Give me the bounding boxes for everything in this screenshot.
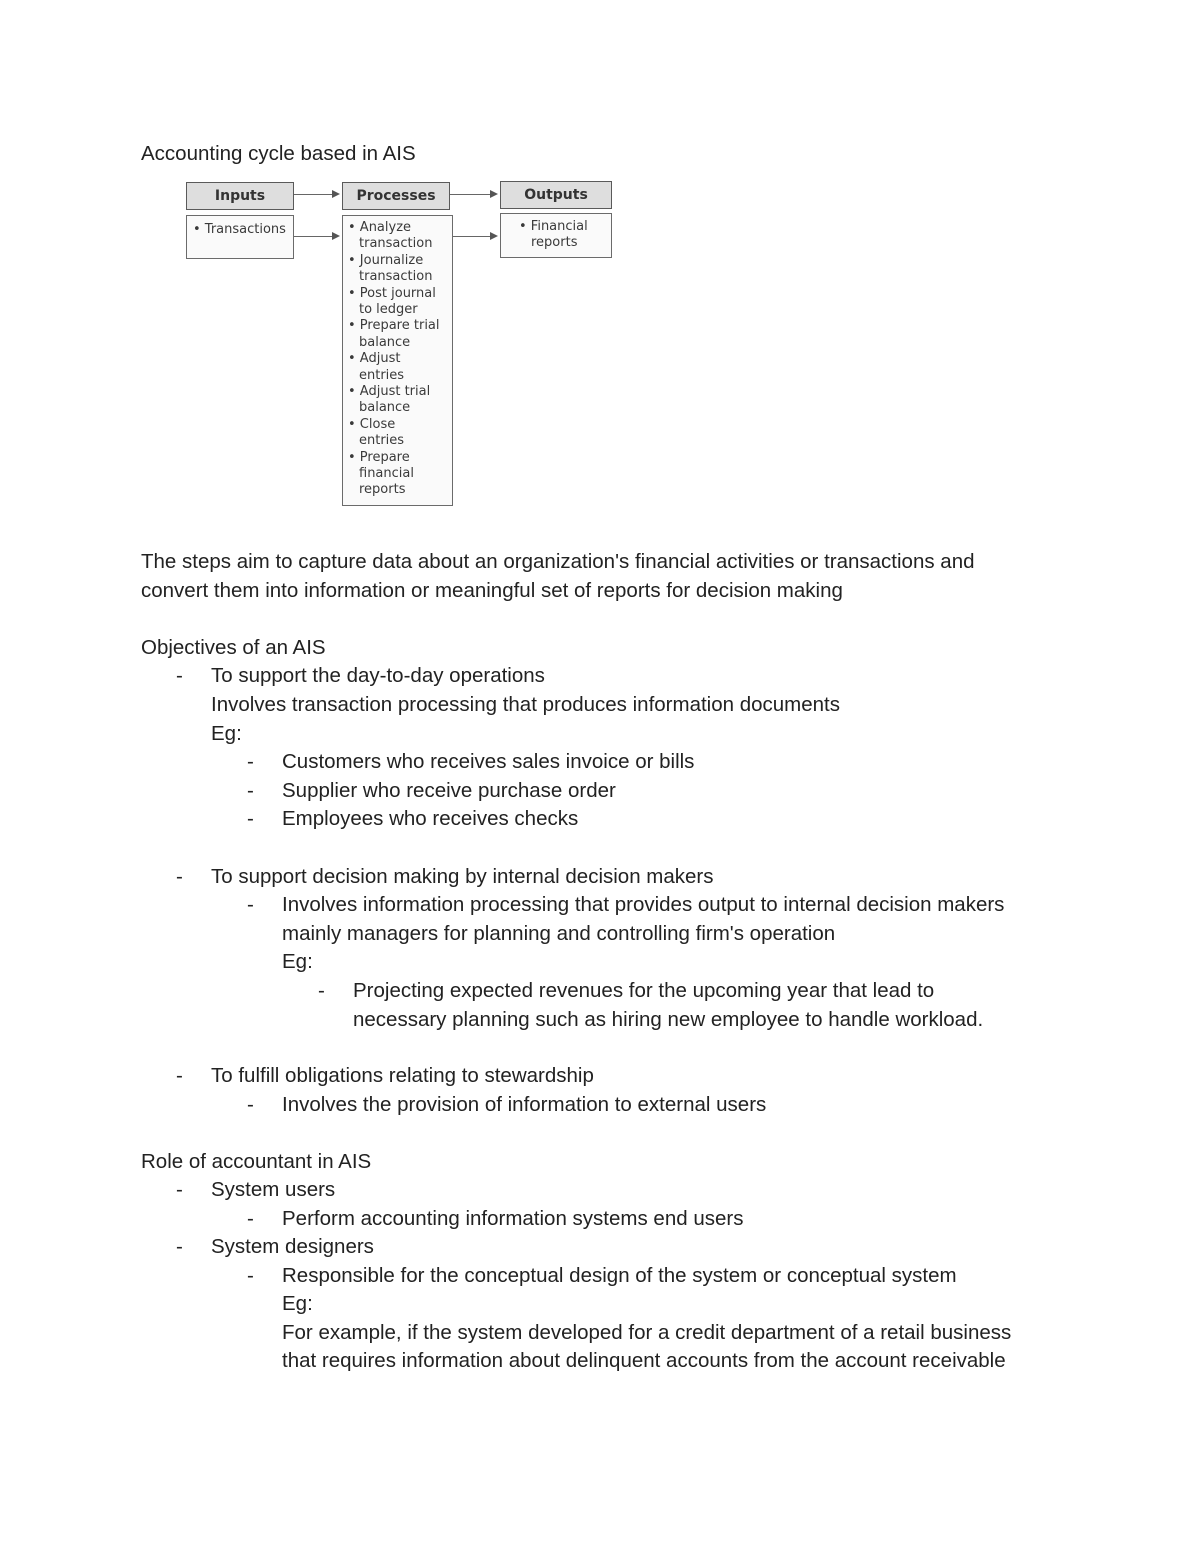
objective-desc: Involves transaction processing that produces information documents bbox=[211, 693, 841, 716]
processes-box bbox=[342, 215, 453, 506]
process-line: balance bbox=[359, 334, 411, 350]
arrow-right-icon bbox=[294, 236, 338, 237]
objective-title: To support the day-to-day operations bbox=[211, 664, 545, 687]
list-bullet: - bbox=[176, 865, 183, 888]
eg-label: Eg: bbox=[282, 1292, 313, 1315]
process-line: • Prepare trial bbox=[348, 318, 440, 334]
inputs-item: • Transactions bbox=[193, 222, 286, 237]
list-bullet: - bbox=[176, 1235, 183, 1258]
process-line: • Post journal bbox=[348, 285, 436, 301]
process-line: • Adjust trial bbox=[348, 384, 431, 399]
process-line: to ledger bbox=[359, 302, 418, 317]
list-bullet: - bbox=[247, 1207, 254, 1230]
example-item: Employees who receives checks bbox=[282, 807, 579, 830]
inputs-header: Inputs bbox=[186, 182, 294, 210]
process-line: • Close bbox=[348, 416, 396, 432]
paragraph-line: convert them into information or meaningful set of reports for decision making bbox=[141, 579, 843, 602]
inputs-box bbox=[186, 215, 294, 259]
arrow-right-icon bbox=[450, 194, 496, 195]
role-desc: Perform accounting information systems end users bbox=[282, 1207, 744, 1230]
role-desc: Responsible for the conceptual design of the system or conceptual system bbox=[282, 1264, 957, 1287]
process-line: balance bbox=[359, 400, 411, 416]
objective-desc: Involves the provision of information to external users bbox=[282, 1093, 767, 1116]
process-line: entries bbox=[359, 367, 405, 383]
process-line: reports bbox=[359, 482, 406, 498]
paragraph-line: The steps aim to capture data about an organization's financial activities or transactions and bbox=[141, 550, 975, 573]
role-title: System users bbox=[211, 1178, 336, 1201]
process-line: transaction bbox=[359, 236, 433, 252]
role-example: For example, if the system developed for a credit department of a retail business bbox=[282, 1321, 1012, 1344]
example-item: Supplier who receive purchase order bbox=[282, 779, 616, 802]
cycle-heading: Accounting cycle based in AIS bbox=[141, 142, 416, 165]
list-bullet: - bbox=[247, 750, 254, 773]
process-line: • Analyze bbox=[348, 220, 412, 235]
list-bullet: - bbox=[176, 664, 183, 687]
list-bullet: - bbox=[247, 807, 254, 830]
outputs-line: reports bbox=[531, 235, 578, 251]
example-item: Customers who receives sales invoice or bills bbox=[282, 750, 695, 773]
list-bullet: - bbox=[247, 1264, 254, 1287]
list-bullet: - bbox=[247, 779, 254, 802]
objective-desc: mainly managers for planning and controlling firm's operation bbox=[282, 922, 836, 945]
list-bullet: - bbox=[318, 979, 325, 1002]
objective-title: To support decision making by internal decision makers bbox=[211, 865, 714, 888]
process-line: • Journalize bbox=[348, 252, 424, 268]
list-bullet: - bbox=[176, 1064, 183, 1087]
eg-label: Eg: bbox=[211, 722, 242, 745]
process-line: • Prepare bbox=[348, 449, 410, 465]
list-bullet: - bbox=[247, 893, 254, 916]
objectives-heading: Objectives of an AIS bbox=[141, 636, 326, 659]
outputs-line: • Financial bbox=[519, 219, 588, 234]
list-bullet: - bbox=[247, 1093, 254, 1116]
outputs-box bbox=[500, 213, 612, 258]
arrow-right-icon bbox=[294, 194, 338, 195]
processes-header: Processes bbox=[342, 182, 450, 210]
objective-desc: Involves information processing that provides output to internal decision makers bbox=[282, 893, 1005, 916]
process-line: entries bbox=[359, 433, 405, 449]
role-example: that requires information about delinquent accounts from the account receivable bbox=[282, 1349, 1006, 1372]
eg-label: Eg: bbox=[282, 950, 313, 973]
arrow-right-icon bbox=[453, 236, 496, 237]
outputs-header: Outputs bbox=[500, 181, 612, 209]
example-item: necessary planning such as hiring new employee to handle workload. bbox=[353, 1008, 984, 1031]
process-line: financial bbox=[359, 466, 414, 481]
list-bullet: - bbox=[176, 1178, 183, 1201]
example-item: Projecting expected revenues for the upcoming year that lead to bbox=[353, 979, 935, 1002]
process-line: • Adjust bbox=[348, 351, 401, 367]
objective-title: To fulfill obligations relating to stewardship bbox=[211, 1064, 594, 1087]
role-title: System designers bbox=[211, 1235, 374, 1258]
ais-cycle-diagram bbox=[180, 176, 620, 512]
role-heading: Role of accountant in AIS bbox=[141, 1150, 372, 1173]
process-line: transaction bbox=[359, 269, 433, 285]
